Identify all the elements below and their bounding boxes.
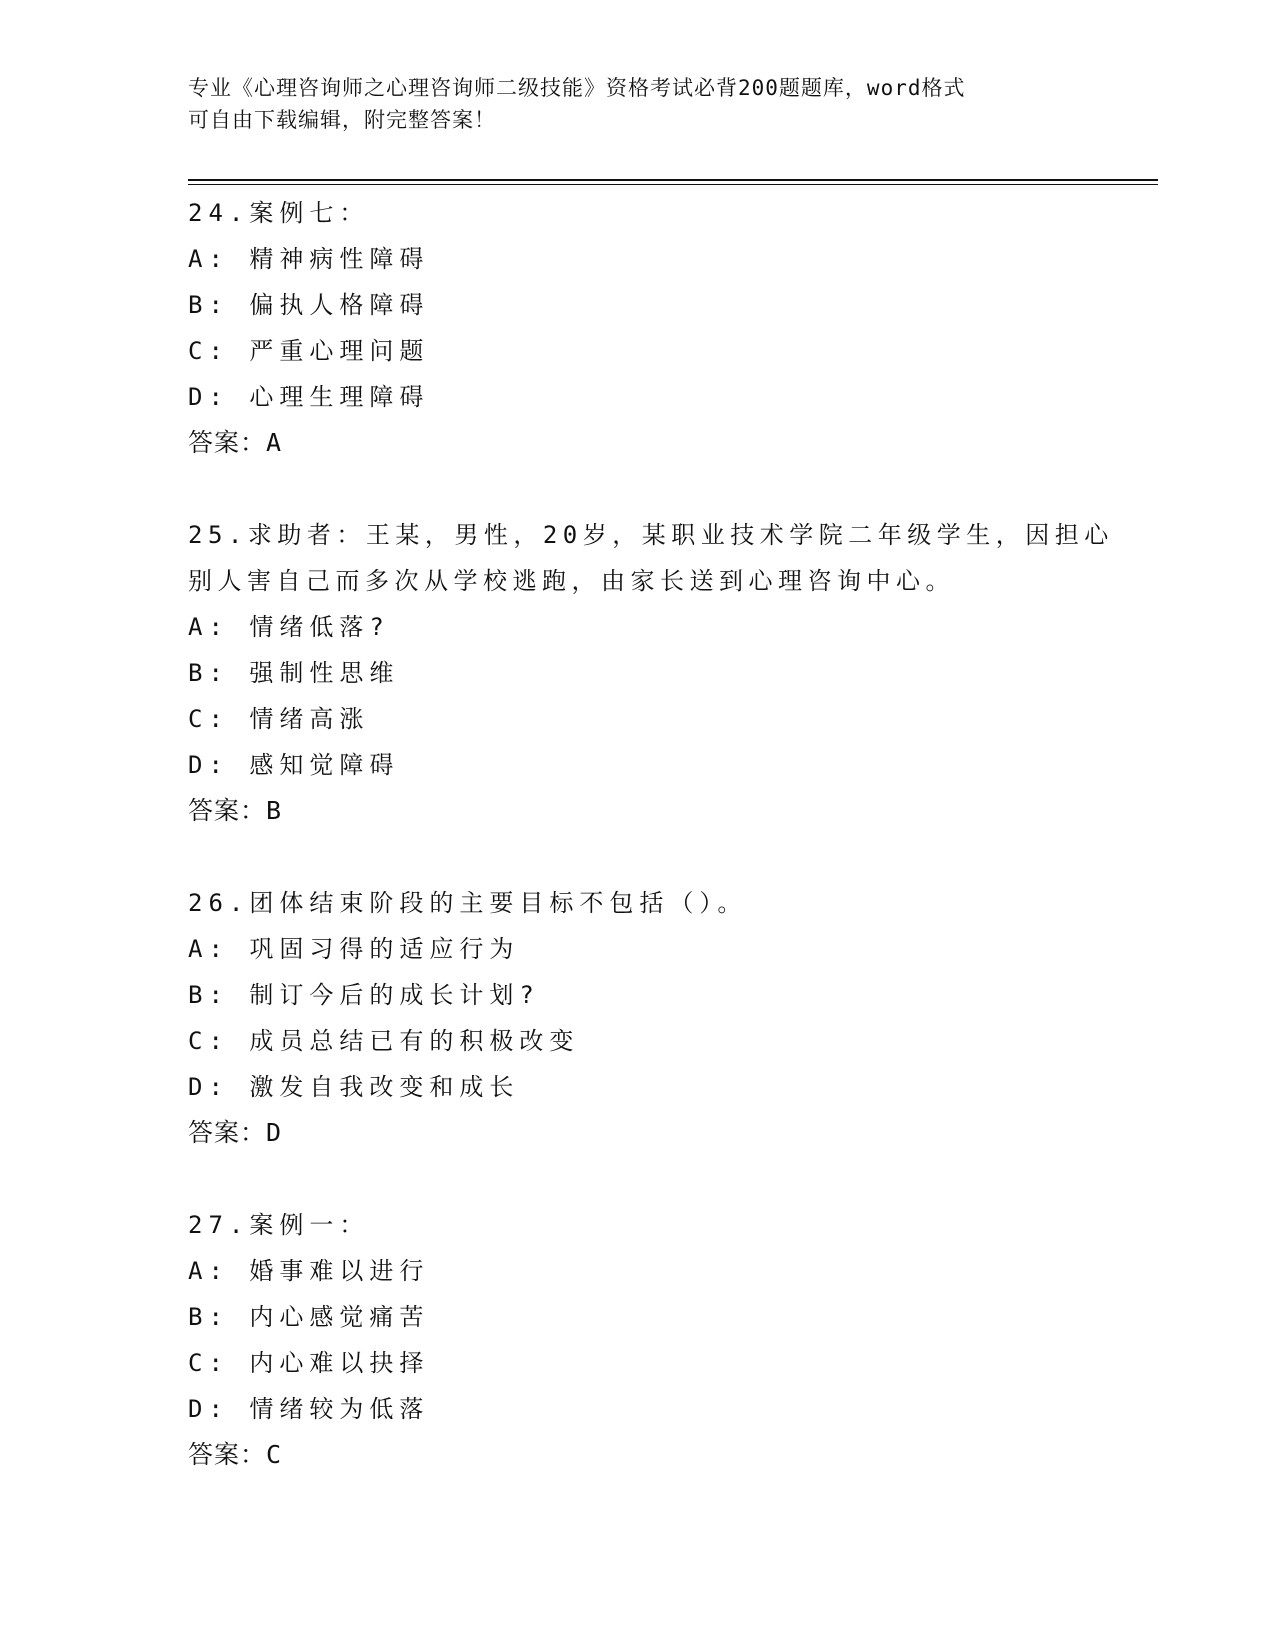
option-c: C: 严重心理问题: [188, 337, 430, 365]
question-stem: 24.案例七：: [188, 199, 370, 227]
option-a: A: 情绪低落?: [188, 613, 390, 641]
header-line-1: 专业《心理咨询师之心理咨询师二级技能》资格考试必背200题题库，word格式: [188, 76, 966, 100]
header-divider-thick: [188, 179, 1158, 181]
option-b: B: 偏执人格障碍: [188, 291, 430, 319]
option-b: B: 强制性思维: [188, 659, 400, 687]
document-header: [188, 72, 1088, 136]
question-stem-continued: 别人害自己而多次从学校逃跑，由家长送到心理咨询中心。: [188, 567, 955, 595]
header-line-2: 可自由下载编辑，附完整答案！: [188, 108, 496, 132]
question-stem: 27.案例一：: [188, 1211, 370, 1239]
question-27: [188, 1202, 1088, 1478]
answer-label: 答案：A: [188, 428, 283, 457]
option-c: C: 成员总结已有的积极改变: [188, 1027, 580, 1055]
option-d: D: 心理生理障碍: [188, 383, 430, 411]
option-a: A: 婚事难以进行: [188, 1257, 430, 1285]
option-d: D: 激发自我改变和成长: [188, 1073, 520, 1101]
option-b: B: 制订今后的成长计划?: [188, 981, 540, 1009]
question-24: [188, 190, 1088, 466]
question-25: [188, 512, 1114, 834]
answer-label: 答案：B: [188, 796, 283, 825]
option-a: A: 精神病性障碍: [188, 245, 430, 273]
answer-label: 答案：C: [188, 1440, 283, 1469]
option-d: D: 感知觉障碍: [188, 751, 400, 779]
answer-label: 答案：D: [188, 1118, 283, 1147]
option-b: B: 内心感觉痛苦: [188, 1303, 430, 1331]
question-stem: 25.求助者：王某，男性，20岁，某职业技术学院二年级学生，因担心: [188, 521, 1114, 549]
question-26: [188, 880, 1088, 1156]
option-a: A: 巩固习得的适应行为: [188, 935, 520, 963]
option-c: C: 情绪高涨: [188, 705, 370, 733]
question-stem: 26.团体结束阶段的主要目标不包括（）。: [188, 889, 748, 917]
option-c: C: 内心难以抉择: [188, 1349, 430, 1377]
header-divider-thin: [188, 184, 1158, 185]
option-d: D: 情绪较为低落: [188, 1395, 430, 1423]
question-list: [188, 190, 1114, 1524]
